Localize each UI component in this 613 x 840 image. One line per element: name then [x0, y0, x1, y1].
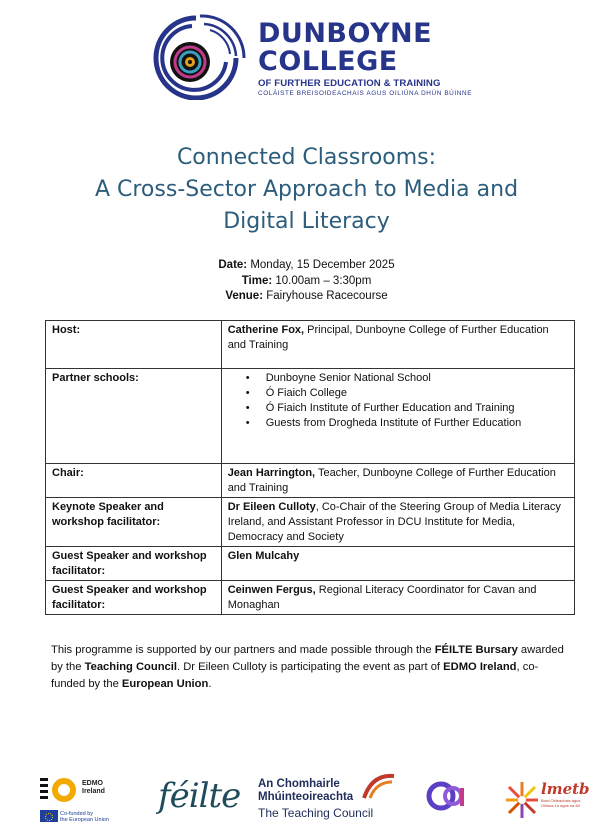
partners-value: [221, 369, 574, 464]
teaching-council-irish-line2: Mhúinteoireachta: [258, 791, 354, 803]
keynote-name: Dr Eileen Culloty: [227, 501, 316, 513]
event-date: [0, 258, 613, 274]
partner-schools-list: [246, 371, 568, 431]
table-row-guest-speaker-2: [46, 581, 575, 615]
event-title-line2: A Cross-Sector Approach to Media and: [94, 177, 519, 202]
table-row-guest-speaker-1: [46, 547, 575, 581]
date-value: Monday, 15 December 2025: [247, 259, 395, 271]
eu-flag-icon: [40, 810, 58, 822]
eu-line2: the European Union: [60, 817, 109, 823]
edmo-logo: [40, 774, 130, 828]
teaching-council-irish-line1: An Chomhairle: [258, 778, 340, 790]
host-label: Host:: [46, 321, 222, 369]
host-value: [221, 321, 574, 369]
host-role: Principal, Dunboyne College of Further Education and Training: [227, 324, 549, 351]
event-venue: [0, 289, 613, 305]
list-item: • Ó Fiaich College: [246, 386, 568, 401]
eu-text: [60, 811, 109, 823]
edmo-line2: Ireland: [82, 788, 105, 795]
cqi-logo-icon: [425, 776, 467, 816]
lmetb-sunburst-icon: [505, 780, 539, 820]
lmetb-logo: [505, 774, 590, 828]
guest1-value: [221, 547, 574, 581]
chair-role: Teacher, Dunboyne College of Further Education and Training: [227, 467, 556, 494]
edmo-text: [82, 780, 105, 796]
date-label: Date:: [218, 259, 248, 271]
logo-subtitle: OF FURTHER EDUCATION & TRAINING: [258, 78, 441, 89]
programme-table: [45, 320, 575, 615]
guest2-value: [221, 581, 574, 615]
event-time: [0, 274, 613, 290]
time-label: Time:: [241, 274, 273, 287]
support-text-1: This programme is supported by our partners and made possible through the: [51, 644, 435, 656]
logo-irish-subtitle: COLÁISTE BREISOIDEACHAIS AGUS OILIÚNA DHÚN BÚINNE: [258, 90, 473, 97]
table-row-chair: [46, 464, 575, 498]
venue-value: Fairyhouse Racecourse: [263, 290, 388, 302]
chair-name: Jean Harrington,: [227, 467, 316, 479]
feilte-logo: féilte: [158, 776, 241, 816]
table-row-host: [46, 321, 575, 369]
keynote-role: , Co-Chair of the Steering Group of Media Literacy Ireland, and Assistant Professor in DCU Institute for Media, Democracy and Society: [227, 501, 561, 543]
teaching-council-swoosh-icon: [362, 772, 396, 800]
list-item: • Dunboyne Senior National School: [246, 371, 568, 386]
keynote-label: Keynote Speaker and workshop facilitator:: [46, 498, 222, 547]
support-teaching-council: Teaching Council: [84, 661, 177, 673]
guest1-name: Glen Mulcahy: [227, 550, 300, 562]
support-feilte-bursary: FÉILTE Bursary: [434, 644, 518, 656]
lmetb-irish-text: Bord Oideachais agus Oiliúna Lú agus na Mí: [541, 798, 581, 808]
partners-label: Partner schools:: [46, 369, 222, 464]
table-row-partners: [46, 369, 575, 464]
chair-label: Chair:: [46, 464, 222, 498]
event-title: [0, 142, 613, 238]
host-name: Catherine Fox,: [227, 324, 305, 336]
guest2-role: Regional Literacy Coordinator for Cavan and Monaghan: [227, 584, 537, 611]
college-logo-icon: [140, 14, 252, 100]
support-text-2: awarded by the: [51, 644, 564, 673]
time-value: 10.00am – 3:30pm: [272, 274, 372, 287]
guest2-name: Ceinwen Fergus,: [227, 584, 316, 596]
edmo-line1: EDMO: [82, 780, 103, 787]
college-logo: [140, 8, 480, 104]
table-row-keynote: [46, 498, 575, 547]
event-title-line1: Connected Classrooms:: [176, 145, 437, 170]
venue-label: Venue:: [225, 290, 264, 302]
guest1-label: Guest Speaker and workshop facilitator:: [46, 547, 222, 581]
logo-name-line1: DUNBOYNE: [258, 18, 433, 49]
teaching-council-english: The Teaching Council: [258, 806, 374, 820]
eu-line1: Co-funded by: [60, 811, 94, 817]
event-details: [0, 258, 613, 305]
list-item: • Ó Fiaich Institute of Further Education and Training: [246, 401, 568, 416]
partner-logos: [0, 770, 613, 832]
teaching-council-logo: [258, 778, 398, 820]
logo-name-line2: COLLEGE: [258, 46, 398, 77]
support-paragraph: [51, 642, 571, 693]
college-logo-text: [258, 20, 472, 97]
list-item: • Guests from Drogheda Institute of Further Education: [246, 416, 568, 431]
support-text-4: , co-funded by the: [51, 661, 539, 690]
support-european-union: European Union: [121, 678, 209, 690]
event-title-line3: Digital Literacy: [223, 209, 390, 234]
support-text-3: . Dr Eileen Culloty is participating the event as part of: [177, 661, 444, 673]
guest2-label: Guest Speaker and workshop facilitator:: [46, 581, 222, 615]
support-text-5: .: [208, 678, 212, 690]
lmetb-wordmark: lmetb: [541, 780, 590, 798]
chair-value: [221, 464, 574, 498]
keynote-value: [221, 498, 574, 547]
support-edmo-ireland: EDMO Ireland: [443, 661, 517, 673]
